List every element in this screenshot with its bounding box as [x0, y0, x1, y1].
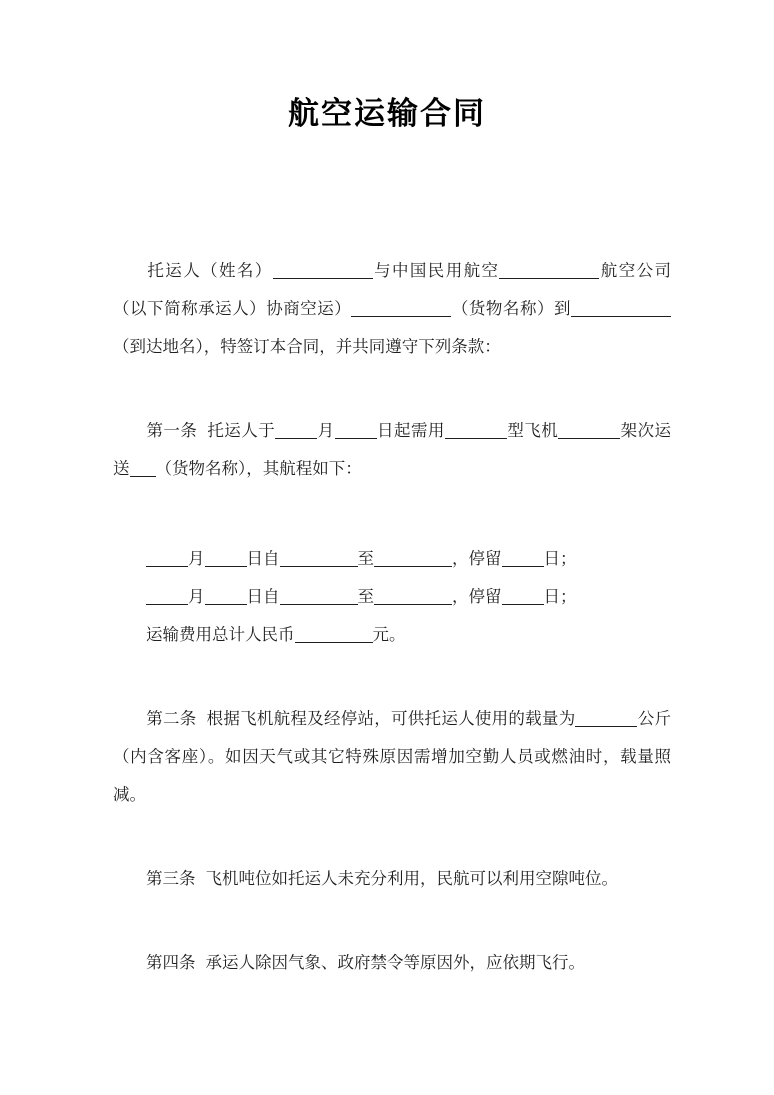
clause-1-number: 第一条: [146, 421, 198, 440]
route-1-text-c: 至: [357, 549, 374, 568]
blank-total-fee[interactable]: [295, 627, 373, 643]
fee-label: 运输费用总计人民币: [146, 625, 295, 644]
intro-text-closing: （到达地名），特签订本合同，并共同遵守下列条款：: [113, 337, 501, 356]
blank-route2-day[interactable]: [205, 589, 247, 605]
blank-route1-stay[interactable]: [502, 551, 544, 567]
route-2-text-c: 至: [357, 587, 374, 606]
blank-route2-from[interactable]: [280, 589, 358, 605]
clause-1-text-c: 日起需用: [376, 421, 445, 440]
clause-3-text: 飞机吨位如托运人未充分利用，民航可以利用空隙吨位。: [205, 869, 618, 888]
clause-2-number: 第二条: [146, 709, 197, 728]
clause-1: [113, 412, 671, 488]
blank-destination[interactable]: [571, 301, 671, 317]
blank-route2-month[interactable]: [146, 589, 188, 605]
fee-unit: 元。: [372, 625, 406, 644]
fee-line: [113, 616, 671, 654]
blank-flight-count[interactable]: [558, 423, 620, 439]
intro-paragraph: [113, 252, 671, 366]
route-1-text-d: ，停留: [452, 549, 502, 568]
spacer: [113, 898, 671, 944]
blank-route2-stay[interactable]: [502, 589, 544, 605]
blank-day-start[interactable]: [335, 423, 377, 439]
route-2-text-b: 日自: [246, 587, 280, 606]
route-2-text-a: 月: [188, 587, 205, 606]
clause-4-text: 承运人除因气象、政府禁令等原因外，应依期飞行。: [205, 953, 585, 972]
clause-2-text-b: 公斤（内含客座）。如因天气或其它特殊原因需增加空勤人员或燃油时，载量照减。: [113, 709, 672, 804]
clause-4: [113, 944, 671, 982]
clause-1-text-e: 架次运送: [113, 421, 672, 478]
route-line-2: [113, 578, 671, 616]
intro-text-shipper-label: 托运人（姓名）: [146, 261, 273, 280]
route-1-text-e: 日；: [543, 549, 577, 568]
blank-airline-name[interactable]: [499, 263, 599, 279]
blank-route1-to[interactable]: [374, 551, 452, 567]
route-2-text-d: ，停留: [452, 587, 502, 606]
route-1-text-a: 月: [188, 549, 205, 568]
blank-payload-weight[interactable]: [575, 711, 637, 727]
spacer: [113, 488, 671, 540]
document-body: [113, 252, 671, 982]
clause-1-text-d: 型飞机: [506, 421, 559, 440]
blank-shipper-name[interactable]: [273, 263, 373, 279]
intro-text-goods: （货物名称）到: [451, 299, 572, 318]
intro-text-carrier: 航空公司（以下简称承运人）协商空运）: [113, 261, 672, 318]
clause-2: [113, 700, 671, 814]
page-title: 航空运输合同: [288, 96, 486, 132]
blank-aircraft-type[interactable]: [445, 423, 507, 439]
blank-route1-month[interactable]: [146, 551, 188, 567]
clause-1-line2: （货物名称），其航程如下：: [155, 459, 362, 478]
blank-route2-to[interactable]: [374, 589, 452, 605]
intro-text-caac: 与中国民用航空: [372, 261, 500, 280]
clause-3: [113, 860, 671, 898]
blank-route1-day[interactable]: [205, 551, 247, 567]
route-2-text-e: 日；: [543, 587, 577, 606]
spacer: [113, 366, 671, 412]
clause-2-text-a: 根据飞机航程及经停站，可供托运人使用的载量为: [206, 709, 576, 728]
clause-1-text-b: 月: [317, 421, 335, 440]
spacer: [113, 814, 671, 860]
spacer: [113, 654, 671, 700]
blank-cargo[interactable]: [130, 461, 156, 477]
blank-route1-from[interactable]: [280, 551, 358, 567]
route-line-1: [113, 540, 671, 578]
blank-month-start[interactable]: [275, 423, 317, 439]
clause-1-text-a: 托运人于: [207, 421, 276, 440]
clause-3-number: 第三条: [146, 869, 196, 888]
blank-goods-name[interactable]: [351, 301, 451, 317]
clause-4-number: 第四条: [146, 953, 196, 972]
route-1-text-b: 日自: [246, 549, 280, 568]
